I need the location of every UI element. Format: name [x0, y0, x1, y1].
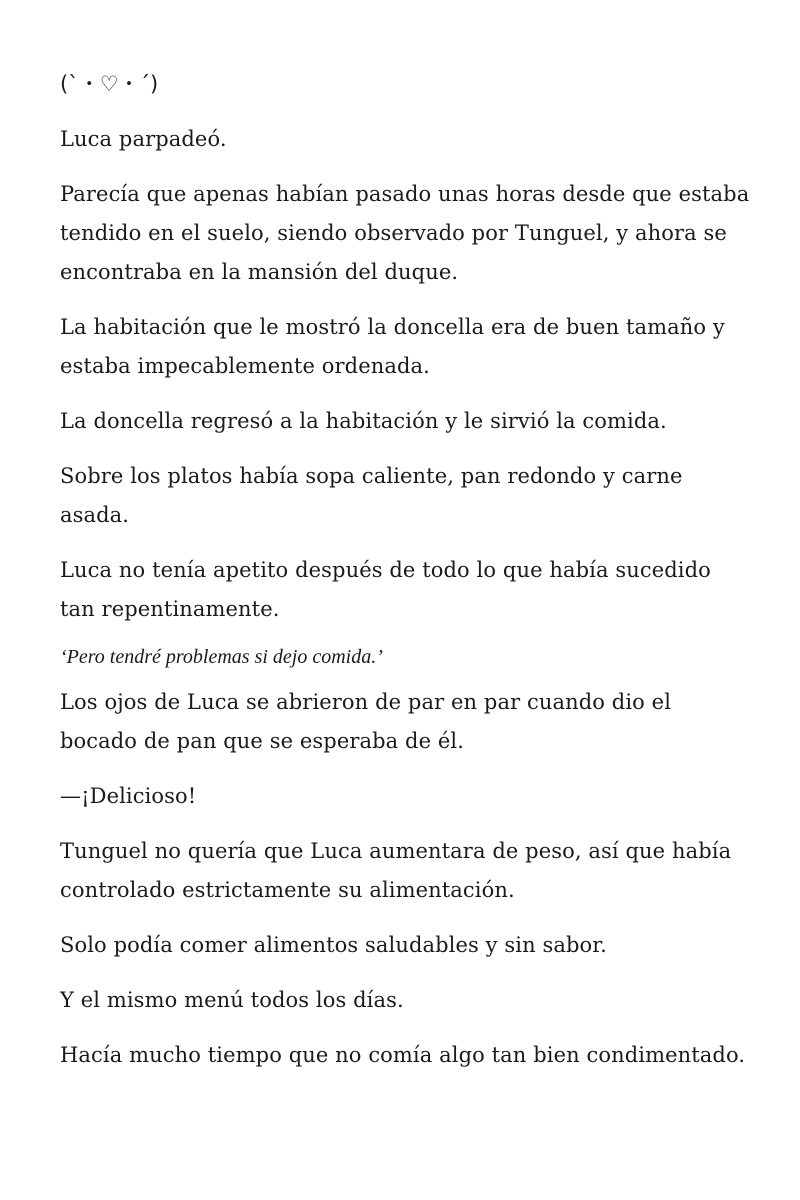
- ornament-emoticon: (`・♡・´): [60, 72, 159, 96]
- paragraph: Solo podía comer alimentos saludables y sin sabor.: [60, 933, 607, 957]
- paragraph: Parecía que apenas habían pasado unas horas desde que estaba tendido en el suelo, siendo observado por Tunguel, y ahora se encontraba en la mansión del duque.: [60, 182, 750, 284]
- paragraph: Tunguel no quería que Luca aumentara de peso, así que había controlado estrictamente su alimentación.: [60, 839, 732, 902]
- paragraph: Luca no tenía apetito después de todo lo que había sucedido tan repentinamente.: [60, 558, 711, 621]
- paragraph: La habitación que le mostró la doncella era de buen tamaño y estaba impecablemente ordenada.: [60, 315, 725, 378]
- paragraph: La doncella regresó a la habitación y le sirvió la comida.: [60, 409, 667, 433]
- paragraph: Luca parpadeó.: [60, 127, 227, 151]
- paragraph: Sobre los platos había sopa caliente, pan redondo y carne asada.: [60, 464, 683, 527]
- inner-thought: ‘Pero tendré problemas si dejo comida.’: [60, 646, 383, 668]
- paragraph: Hacía mucho tiempo que no comía algo tan bien condimentado.: [60, 1043, 746, 1067]
- paragraph: Y el mismo menú todos los días.: [60, 988, 404, 1012]
- document-body: [60, 68, 750, 1091]
- dialogue-line: —¡Delicioso!: [60, 784, 197, 808]
- paragraph: Los ojos de Luca se abrieron de par en par cuando dio el bocado de pan que se esperaba de él.: [60, 690, 672, 753]
